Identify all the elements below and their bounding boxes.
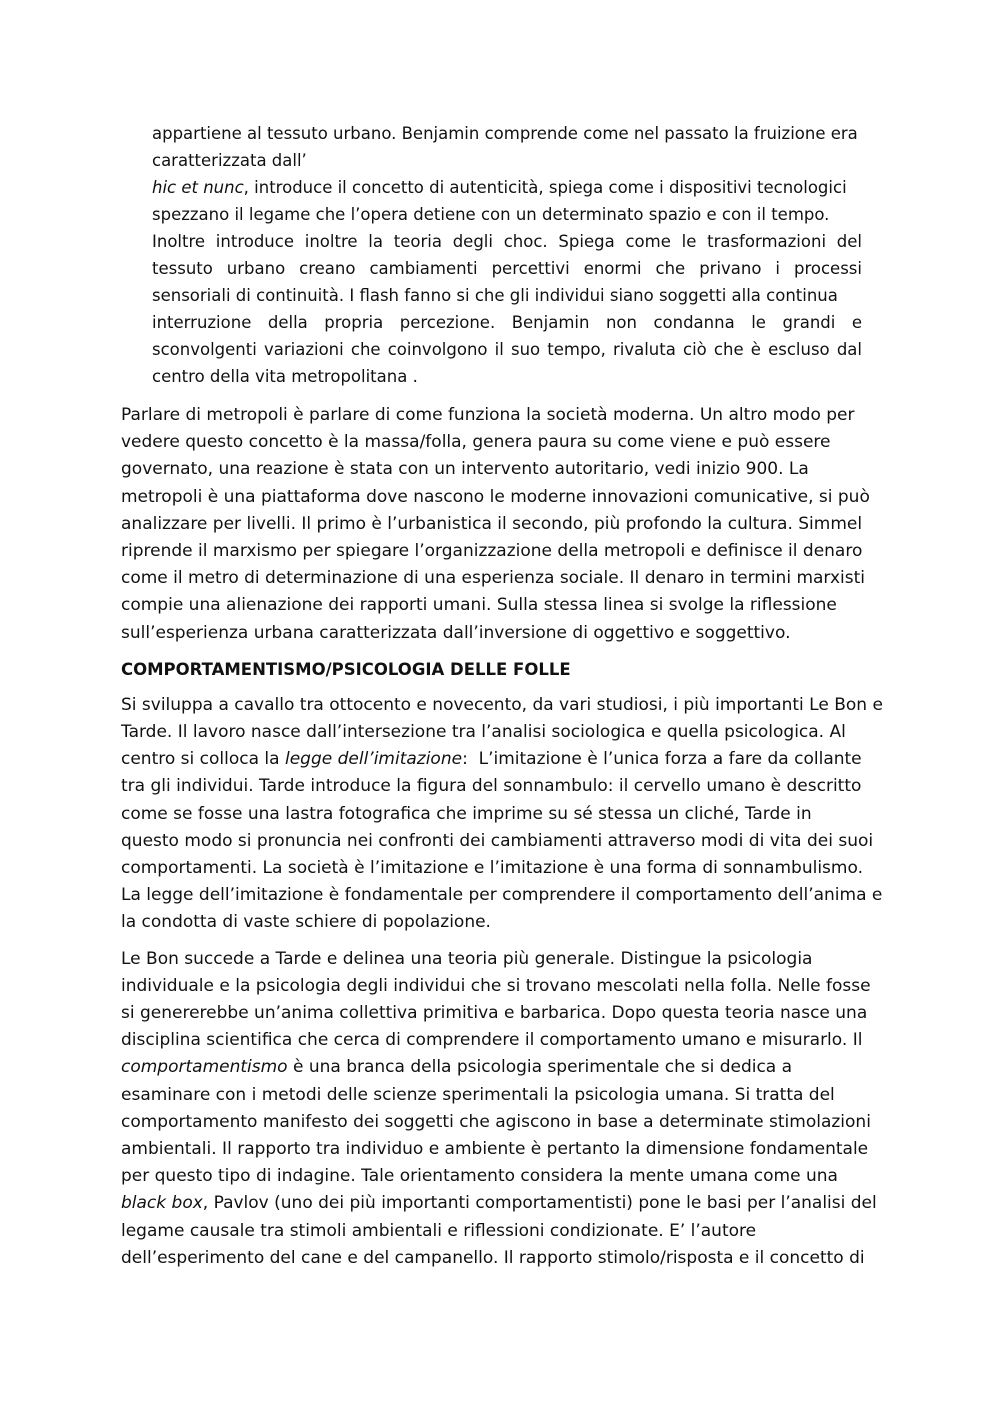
text-line: come se fosse una lastra fotografica che imprime su sé stessa un cliché, Tarde in <box>121 803 812 824</box>
text-line: sconvolgenti variazioni che coinvolgono il suo tempo, rivaluta ciò che è escluso dal <box>152 340 862 359</box>
text-line: riprende il marxismo per spiegare l’organizzazione della metropoli e definisce il denaro <box>121 541 863 562</box>
text-line: come il metro di determinazione di una esperienza sociale. Il denaro in termini marxisti <box>121 568 865 589</box>
text-line: questo modo si pronuncia nei confronti dei cambiamenti attraverso modi di vita dei suoi <box>121 830 874 851</box>
text-line: governato, una reazione è stata con un intervento autoritario, vedi inizio 900. La <box>121 459 809 480</box>
text-line: spezzano il legame che l’opera detiene con un determinato spazio e con il tempo. <box>152 205 830 224</box>
text-line: per questo tipo di indagine. Tale orientamento considera la mente umana come una <box>121 1166 838 1187</box>
text-fragment: , Pavlov (uno dei più importanti comportamentisti) pone le basi per l’analisi del <box>202 1193 877 1214</box>
text-line: sull’esperienza urbana caratterizzata dall’inversione di oggettivo e soggettivo. <box>121 622 791 643</box>
text-line: compie una alienazione dei rapporti umani. Sulla stessa linea si svolge la riflessione <box>121 595 837 616</box>
text-line <box>121 1190 881 1217</box>
text-line: Le Bon succede a Tarde e delinea una teoria più generale. Distingue la psicologia <box>121 948 813 969</box>
text-line: ambientali. Il rapporto tra individuo e ambiente è pertanto la dimensione fondamentale <box>121 1139 869 1160</box>
text-line: tessuto urbano creano cambiamenti percettivi enormi che privano i processi <box>152 259 862 278</box>
text-line: tra gli individui. Tarde introduce la figura del sonnambulo: il cervello umano è descritto <box>121 776 862 797</box>
text-line: individuale e la psicologia degli individui che si trovano mescolati nella folla. Nelle fosse <box>121 975 871 996</box>
italic-term: hic et nunc <box>152 178 244 197</box>
text-line: comportamenti. La società è l’imitazione e l’imitazione è una forma di sonnambulismo. <box>121 858 863 879</box>
text-line: interruzione della propria percezione. Benjamin non condanna le grandi e <box>152 313 862 332</box>
text-line: legame causale tra stimoli ambientali e riflessioni condizionate. E’ l’autore <box>121 1220 757 1241</box>
main-text <box>121 402 881 1281</box>
text-line: Si sviluppa a cavallo tra ottocento e novecento, da vari studiosi, i più importanti Le Bon e <box>121 694 883 715</box>
metropoli-paragraph <box>121 402 881 647</box>
text-fragment: centro si colloca la <box>121 749 285 770</box>
text-line: disciplina scientifica che cerca di comprendere il comportamento umano e misurarlo. Il <box>121 1030 863 1051</box>
text-line: la condotta di vaste schiere di popolazione. <box>121 912 491 933</box>
italic-term: black box <box>121 1193 203 1214</box>
text-line: centro della vita metropolitana . <box>152 367 418 386</box>
folle-paragraph <box>121 692 881 937</box>
text-line: Inoltre introduce inoltre la teoria degli choc. Spiega come le trasformazioni del <box>152 232 862 251</box>
text-fragment: , introduce il concetto di autenticità, spiega come i dispositivi tecnologici <box>243 178 847 197</box>
italic-term: comportamentismo <box>121 1057 288 1078</box>
text-line <box>121 1054 881 1081</box>
text-fragment: : L’imitazione è l’unica forza a fare da collante <box>462 749 862 770</box>
text-line: comportamento manifesto dei soggetti che agiscono in base a determinate stimolazioni <box>121 1111 871 1132</box>
lebon-paragraph <box>121 946 881 1272</box>
text-line: esaminare con i metodi delle scienze sperimentali la psicologia umana. Si tratta del <box>121 1084 835 1105</box>
text-line: caratterizzata dall’ <box>152 151 307 170</box>
text-line: La legge dell’imitazione è fondamentale per comprendere il comportamento dell’anima e <box>121 885 883 906</box>
text-line: Tarde. Il lavoro nasce dall’intersezione tra l’analisi sociologica e quella psicologica. Al <box>121 722 846 743</box>
text-line: sensoriali di continuità. I flash fanno si che gli individui siano soggetti alla continua <box>152 286 838 305</box>
text-line: metropoli è una piattaforma dove nascono le moderne innovazioni comunicative, si può <box>121 486 870 507</box>
section-heading: COMPORTAMENTISMO/PSICOLOGIA DELLE FOLLE <box>121 659 571 679</box>
text-line <box>152 174 862 201</box>
text-line: analizzare per livelli. Il primo è l’urbanistica il secondo, più profondo la cultura. Simmel <box>121 513 863 534</box>
text-line: appartiene al tessuto urbano. Benjamin comprende come nel passato la fruizione era <box>152 124 858 143</box>
text-line: dell’esperimento del cane e del campanello. Il rapporto stimolo/risposta e il concetto di <box>121 1247 865 1268</box>
italic-term: legge dell’imitazione <box>284 749 463 770</box>
text-fragment: è una branca della psicologia sperimentale che si dedica a <box>287 1057 793 1078</box>
text-line: Parlare di metropoli è parlare di come funziona la società moderna. Un altro modo per <box>121 405 855 425</box>
text-line <box>121 746 881 773</box>
text-line: si genererebbe un’anima collettiva primitiva e barbarica. Dopo questa teoria nasce una <box>121 1003 868 1024</box>
text-line: vedere questo concetto è la massa/folla, genera paura su come viene e può essere <box>121 432 831 453</box>
benjamin-block <box>152 120 862 390</box>
